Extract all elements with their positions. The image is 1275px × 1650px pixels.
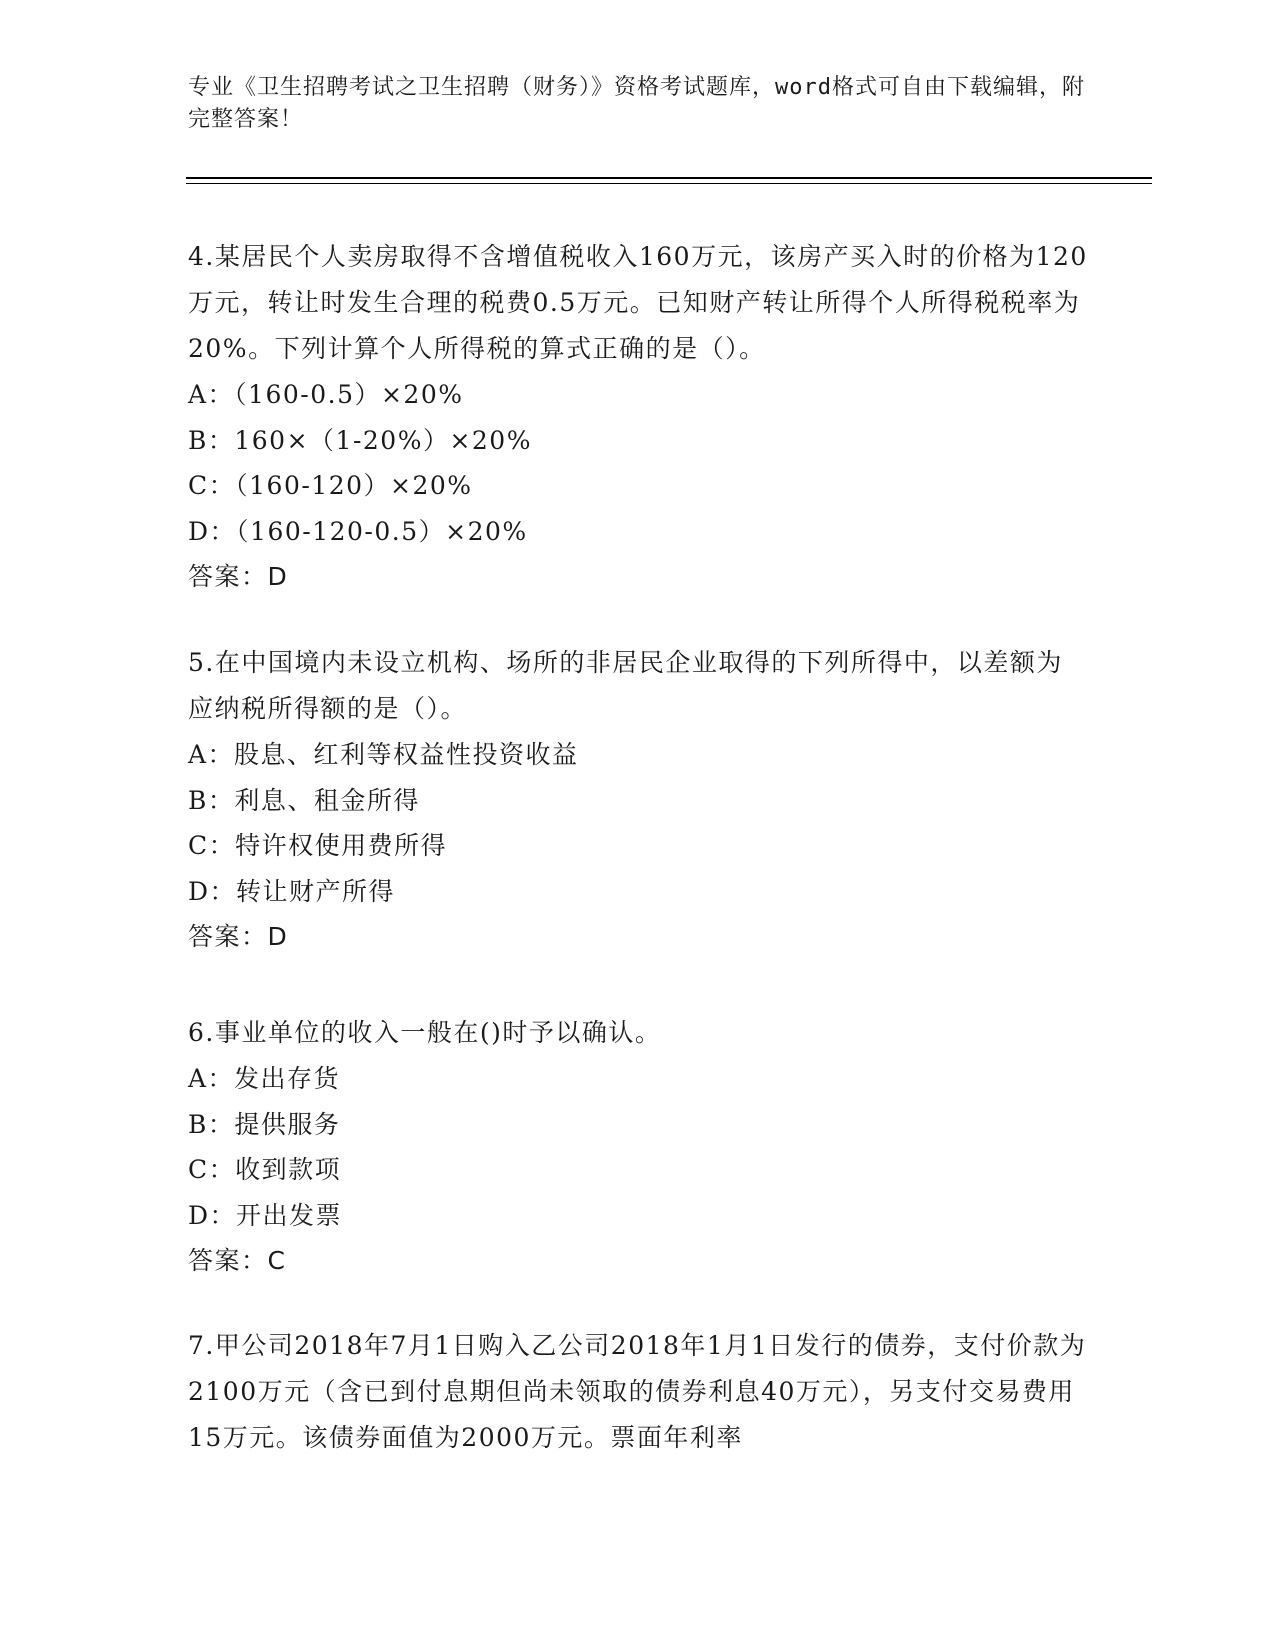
question-text: 7.甲公司2018年7月1日购入乙公司2018年1月1日发行的债券，支付价款为2100万元（含已到付息期但尚未领取的债券利息40万元），另支付交易费用15万元。该债券面值为2000万元。票面年利率	[188, 1331, 1087, 1452]
question-7	[188, 1323, 1088, 1461]
option-a: A：（160-0.5）×20%	[188, 380, 464, 409]
option-a: A：发出存货	[188, 1064, 341, 1093]
question-5	[188, 640, 1088, 960]
option-d: D：（160-120-0.5）×20%	[188, 516, 528, 546]
option-c: C：特许权使用费所得	[188, 831, 448, 860]
answer: 答案：D	[188, 922, 289, 951]
option-b: B：提供服务	[188, 1109, 341, 1139]
option-d: D：开出发票	[188, 1200, 343, 1230]
option-d: D：转让财产所得	[188, 876, 396, 906]
question-4	[188, 234, 1088, 600]
header-divider-thick	[186, 177, 1152, 179]
document-header: 专业《卫生招聘考试之卫生招聘（财务）》资格考试题库，word格式可自由下载编辑，附完整答案！	[188, 75, 1085, 132]
question-text: 5.在中国境内未设立机构、场所的非居民企业取得的下列所得中，以差额为应纳税所得额的是（）。	[188, 648, 1063, 723]
question-6	[188, 1010, 1088, 1284]
answer: 答案：D	[188, 562, 289, 591]
option-b: B：利息、租金所得	[188, 785, 420, 815]
question-text: 6.事业单位的收入一般在()时予以确认。	[188, 1018, 662, 1047]
answer: 答案：C	[188, 1246, 287, 1275]
option-c: C：（160-120）×20%	[188, 471, 473, 500]
option-b: B：160×（1-20%）×20%	[188, 425, 532, 455]
question-text: 4.某居民个人卖房取得不含增值税收入160万元，该房产买入时的价格为120万元，转让时发生合理的税费0.5万元。已知财产转让所得个人所得税税率为20%。下列计算个人所得税的算式正确的是（）。	[188, 242, 1088, 363]
option-a: A：股息、红利等权益性投资收益	[188, 740, 579, 769]
header-divider-thin	[186, 183, 1152, 184]
option-c: C：收到款项	[188, 1155, 342, 1184]
